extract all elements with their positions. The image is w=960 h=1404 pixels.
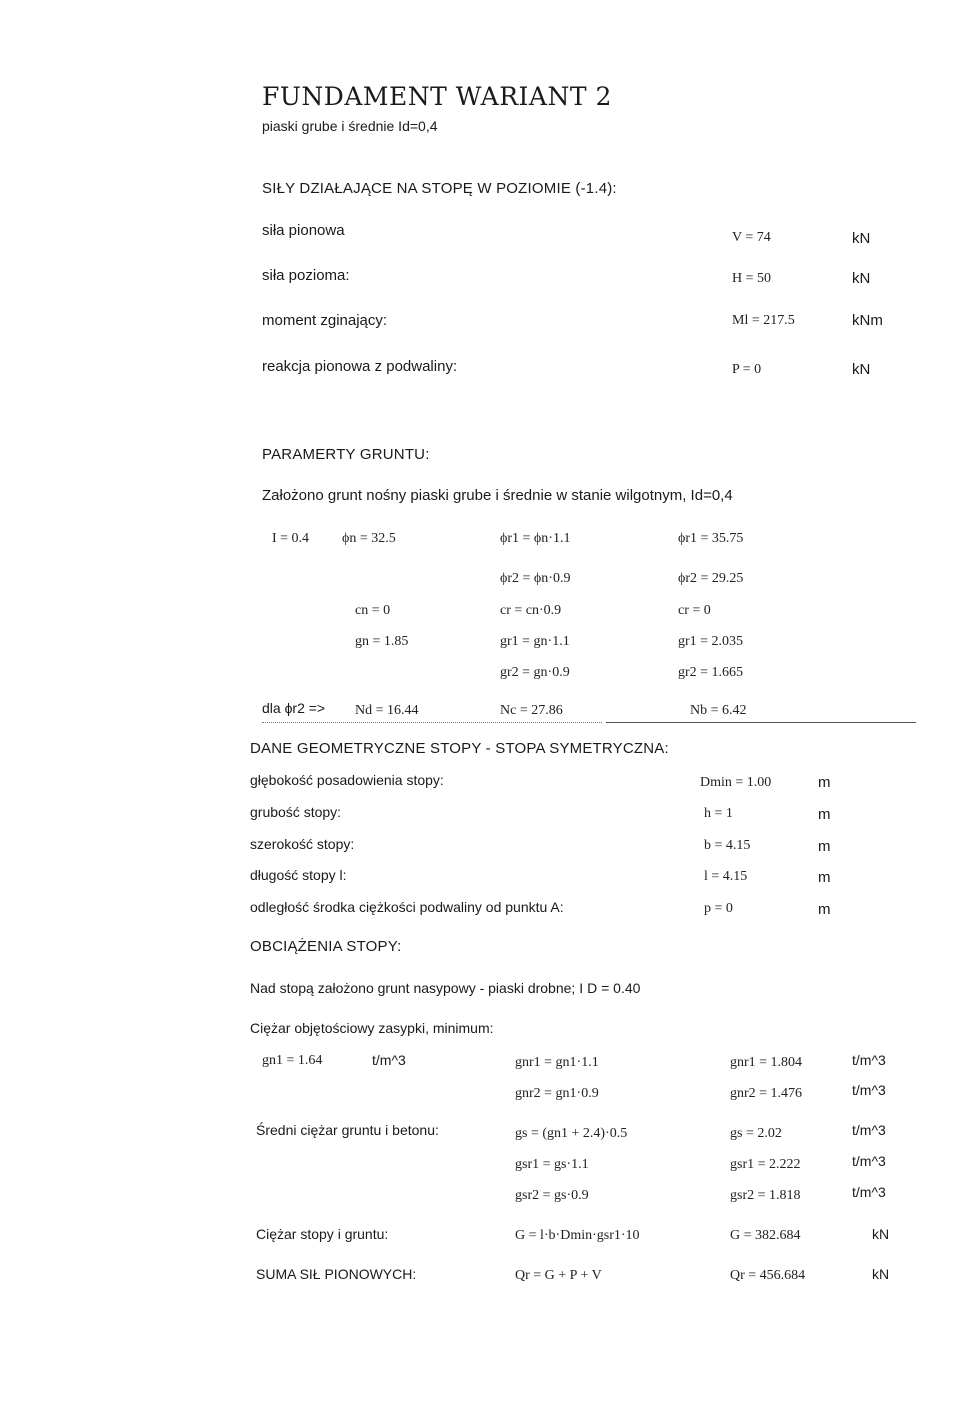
footing-weight-unit: kN xyxy=(872,1226,890,1242)
geometry-value-length: l = 4.15 xyxy=(704,869,748,884)
bearing-factor-nc: Nc = 27.86 xyxy=(500,703,563,718)
force-unit-reaction: kN xyxy=(852,361,871,378)
geometry-unit-depth: m xyxy=(818,774,831,791)
force-label-moment: moment zginający: xyxy=(262,312,388,329)
soil-phi-r2-result: ϕr2 = 29.25 xyxy=(678,571,744,586)
loads-heading: OBCIĄŻENIA STOPY: xyxy=(250,938,402,955)
soil-phi-n: ϕn = 32.5 xyxy=(342,531,396,546)
soil-gamma-n: gn = 1.85 xyxy=(355,634,409,649)
geometry-value-depth: Dmin = 1.00 xyxy=(700,775,772,790)
bearing-factor-nb: Nb = 6.42 xyxy=(690,703,747,718)
force-value-horizontal: H = 50 xyxy=(732,271,772,286)
vertical-sum-formula: Qr = G + P + V xyxy=(515,1268,602,1283)
gn1-unit: t/m^3 xyxy=(372,1052,406,1068)
gsr1-result: gsr1 = 2.222 xyxy=(730,1157,801,1172)
geometry-unit-offset: m xyxy=(818,901,831,918)
gs-formula: gs = (gn1 + 2.4)·0.5 xyxy=(515,1126,628,1141)
force-value-reaction: P = 0 xyxy=(732,362,762,377)
geometry-label-width: szerokość stopy: xyxy=(250,836,355,852)
gsr2-formula: gsr2 = gs·0.9 xyxy=(515,1188,589,1203)
gsr2-unit: t/m^3 xyxy=(852,1184,886,1200)
gnr2-unit: t/m^3 xyxy=(852,1082,886,1098)
footing-weight-result: G = 382.684 xyxy=(730,1228,801,1243)
bearing-factors-label: dla ϕr2 => xyxy=(262,700,326,716)
geometry-value-width: b = 4.15 xyxy=(704,838,751,853)
loads-backfill-id: D = 0.40 xyxy=(587,980,641,996)
document-title: FUNDAMENT WARIANT 2 xyxy=(262,82,612,111)
soil-cohesion-r-result: cr = 0 xyxy=(678,603,711,618)
gn1-value: gn1 = 1.64 xyxy=(262,1053,323,1068)
force-unit-vertical: kN xyxy=(852,230,871,247)
soil-density-index: I = 0.4 xyxy=(272,531,310,546)
soil-phi-r1-result: ϕr1 = 35.75 xyxy=(678,531,744,546)
force-label-horizontal: siła pozioma: xyxy=(262,267,350,284)
soil-gamma-r2-result: gr2 = 1.665 xyxy=(678,665,744,680)
soil-divider-left xyxy=(262,722,602,723)
gnr2-formula: gnr2 = gn1·0.9 xyxy=(515,1086,599,1101)
geometry-value-thickness: h = 1 xyxy=(704,806,733,821)
soil-gamma-r2-formula: gr2 = gn·0.9 xyxy=(500,665,570,680)
gsr1-unit: t/m^3 xyxy=(852,1153,886,1169)
soil-phi-r1-formula: ϕr1 = ϕn·1.1 xyxy=(500,531,571,546)
soil-phi-r2-formula: ϕr2 = ϕn·0.9 xyxy=(500,571,571,586)
soil-gamma-r1-formula: gr1 = gn·1.1 xyxy=(500,634,570,649)
force-unit-moment: kNm xyxy=(852,312,883,329)
geometry-label-length: długość stopy l: xyxy=(250,867,347,883)
force-value-moment: Ml = 217.5 xyxy=(732,313,795,328)
geometry-unit-width: m xyxy=(818,838,831,855)
gnr1-result: gnr1 = 1.804 xyxy=(730,1055,803,1070)
avg-weight-label: Średni ciężar gruntu i betonu: xyxy=(256,1122,439,1138)
soil-assumption: Założono grunt nośny piaski grube i średnie w stanie wilgotnym, Id=0,4 xyxy=(262,487,733,504)
vertical-sum-result: Qr = 456.684 xyxy=(730,1268,806,1283)
force-label-reaction: reakcja pionowa z podwaliny: xyxy=(262,358,458,375)
geometry-label-depth: głębokość posadowienia stopy: xyxy=(250,772,444,788)
gsr2-result: gsr2 = 1.818 xyxy=(730,1188,801,1203)
force-unit-horizontal: kN xyxy=(852,270,871,287)
footing-weight-formula: G = l·b·Dmin·gsr1·10 xyxy=(515,1228,640,1243)
soil-gamma-r1-result: gr1 = 2.035 xyxy=(678,634,744,649)
geometry-unit-length: m xyxy=(818,869,831,886)
document-subtitle: piaski grube i średnie Id=0,4 xyxy=(262,118,438,134)
vertical-sum-label: SUMA SIŁ PIONOWYCH: xyxy=(256,1266,417,1282)
gnr1-formula: gnr1 = gn1·1.1 xyxy=(515,1055,599,1070)
gs-unit: t/m^3 xyxy=(852,1122,886,1138)
gs-result: gs = 2.02 xyxy=(730,1126,782,1141)
vertical-sum-unit: kN xyxy=(872,1266,890,1282)
loads-backfill-note xyxy=(250,980,640,996)
gnr2-result: gnr2 = 1.476 xyxy=(730,1086,803,1101)
geometry-label-offset: odległość środka ciężkości podwaliny od punktu A: xyxy=(250,899,564,915)
soil-divider-right xyxy=(606,722,916,723)
force-value-vertical: V = 74 xyxy=(732,230,771,245)
gsr1-formula: gsr1 = gs·1.1 xyxy=(515,1157,589,1172)
soil-cohesion-n: cn = 0 xyxy=(355,603,391,618)
geometry-label-thickness: grubość stopy: xyxy=(250,804,342,820)
bearing-factor-nd: Nd = 16.44 xyxy=(355,703,419,718)
footing-weight-label: Ciężar stopy i gruntu: xyxy=(256,1226,389,1242)
geometry-heading: DANE GEOMETRYCZNE STOPY - STOPA SYMETRYCZNA: xyxy=(250,740,669,757)
soil-cohesion-r-formula: cr = cn·0.9 xyxy=(500,603,562,618)
geometry-unit-thickness: m xyxy=(818,806,831,823)
geometry-value-offset: p = 0 xyxy=(704,901,733,916)
unit-weight-heading: Ciężar objętościowy zasypki, minimum: xyxy=(250,1020,494,1036)
gnr1-unit: t/m^3 xyxy=(852,1052,886,1068)
forces-heading: SIŁY DZIAŁAJĄCE NA STOPĘ W POZIOMIE (-1.4): xyxy=(262,180,617,197)
loads-backfill-text: Nad stopą założono grunt nasypowy - piaski drobne; I xyxy=(250,980,584,996)
soil-heading: PARAMERTY GRUNTU: xyxy=(262,446,430,463)
force-label-vertical: siła pionowa xyxy=(262,222,345,239)
